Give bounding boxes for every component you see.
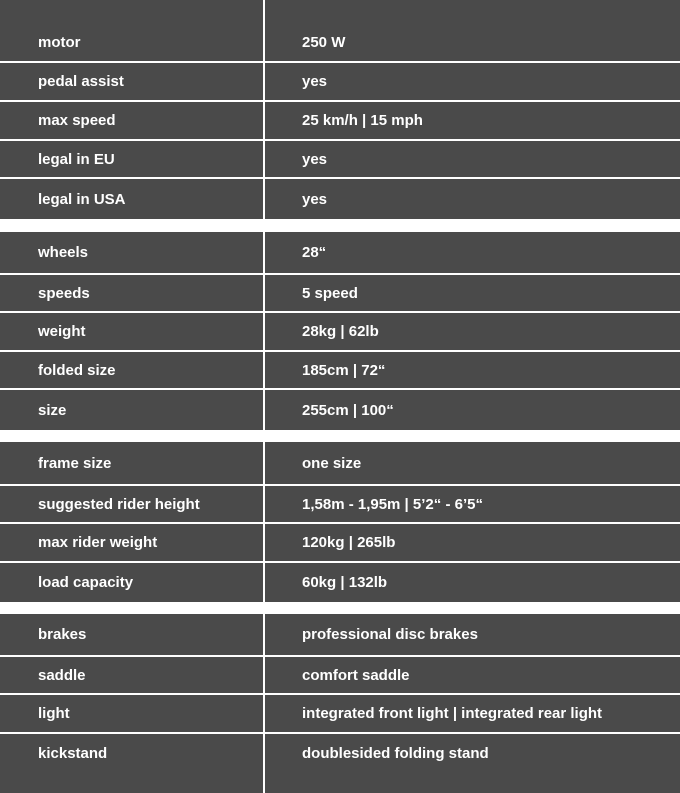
spec-value: comfort saddle <box>265 657 680 693</box>
spec-label: saddle <box>0 657 263 693</box>
spec-label: folded size <box>0 352 263 388</box>
spec-value: doublesided folding stand <box>265 734 680 772</box>
spec-label: suggested rider height <box>0 486 263 522</box>
spec-value: 185cm | 72“ <box>265 352 680 388</box>
spec-value: 250 W <box>265 24 680 61</box>
spec-value: 28“ <box>265 232 680 273</box>
spec-value: 255cm | 100“ <box>265 390 680 430</box>
spec-row-legal-usa <box>0 179 680 219</box>
spec-row-motor <box>0 24 680 61</box>
spec-row-legal-eu <box>0 141 680 177</box>
spec-value: professional disc brakes <box>265 614 680 655</box>
spec-value: yes <box>265 179 680 219</box>
spec-row-rider-height <box>0 486 680 522</box>
spec-value: one size <box>265 442 680 484</box>
spec-label: pedal assist <box>0 63 263 100</box>
spec-label: brakes <box>0 614 263 655</box>
spec-row-frame-size <box>0 442 680 484</box>
spec-label: max speed <box>0 102 263 139</box>
spec-label: max rider weight <box>0 524 263 561</box>
spec-label: wheels <box>0 232 263 273</box>
spec-value: 5 speed <box>265 275 680 311</box>
spec-value: 120kg | 265lb <box>265 524 680 561</box>
spec-row-load-capacity <box>0 563 680 602</box>
spec-label: legal in EU <box>0 141 263 177</box>
spec-value: yes <box>265 141 680 177</box>
spec-label: legal in USA <box>0 179 263 219</box>
spec-row-saddle <box>0 657 680 693</box>
spec-row-max-speed <box>0 102 680 139</box>
spec-row-size <box>0 390 680 430</box>
spec-label: size <box>0 390 263 430</box>
spec-value: 25 km/h | 15 mph <box>265 102 680 139</box>
spec-row-brakes <box>0 614 680 655</box>
spec-label: frame size <box>0 442 263 484</box>
spec-label: motor <box>0 24 263 61</box>
spec-row-pedal-assist <box>0 63 680 100</box>
spec-value: yes <box>265 63 680 100</box>
spec-row-wheels <box>0 232 680 273</box>
spec-value: 28kg | 62lb <box>265 313 680 350</box>
spec-label: speeds <box>0 275 263 311</box>
spec-value: integrated front light | integrated rear light <box>265 695 680 732</box>
spec-label: light <box>0 695 263 732</box>
spec-row-weight <box>0 313 680 350</box>
spec-row-folded-size <box>0 352 680 388</box>
spec-label: load capacity <box>0 563 263 602</box>
spec-value: 60kg | 132lb <box>265 563 680 602</box>
spec-row-max-rider-weight <box>0 524 680 561</box>
spec-label: kickstand <box>0 734 263 772</box>
spec-row-light <box>0 695 680 732</box>
spec-row-kickstand <box>0 734 680 772</box>
bottom-spacer <box>0 772 680 793</box>
spec-label: weight <box>0 313 263 350</box>
top-spacer <box>0 0 680 24</box>
spec-row-speeds <box>0 275 680 311</box>
spec-value: 1,58m - 1,95m | 5’2“ - 6’5“ <box>265 486 680 522</box>
